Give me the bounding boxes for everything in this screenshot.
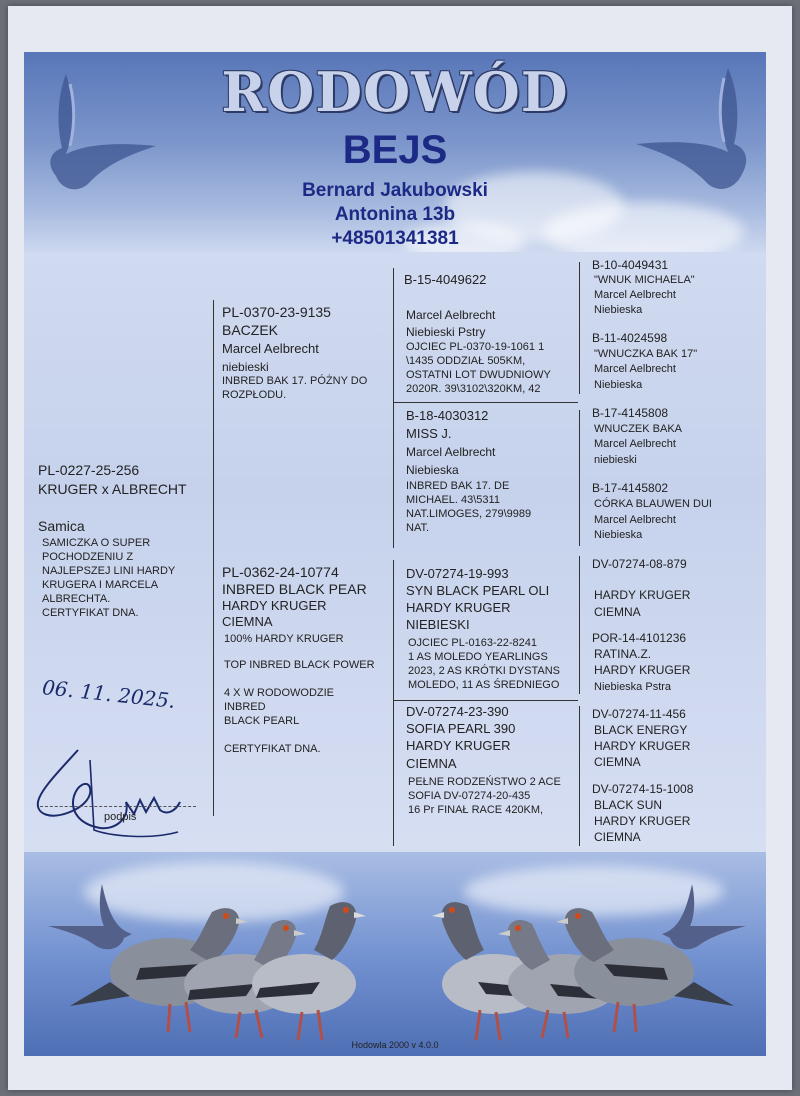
great-grandparent-breeder: Marcel Aelbrecht — [594, 289, 676, 301]
great-grandparent-color: Niebieska — [594, 529, 643, 541]
mother-color: CIEMNA — [222, 614, 273, 629]
note-line: NAT. — [406, 522, 430, 534]
note-line: 16 Pr FINAŁ RACE 420KM, — [408, 804, 544, 816]
main-bird-ring: PL-0227-25-256 — [38, 462, 140, 478]
owner-phone: +48501341381 — [331, 228, 459, 249]
note-line: CERTYFIKAT DNA. — [42, 607, 139, 619]
father-name: BACZEK — [222, 322, 279, 338]
note-line: INBRED BAK 17. PÓŻNY DO — [222, 375, 368, 387]
grandparent-breeder: HARDY KRUGER — [406, 738, 511, 753]
main-bird-name: KRUGER x ALBRECHT — [38, 481, 187, 497]
software-footer: Hodowla 2000 v 4.0.0 — [351, 1040, 439, 1050]
signature-line — [40, 806, 196, 807]
owner-address: Antonina 13b — [334, 204, 456, 225]
note-line: TOP INBRED BLACK POWER — [224, 659, 375, 671]
note-line: OJCIEC PL-0370-19-1061 1 — [406, 341, 545, 353]
mother-name: INBRED BLACK PEAR — [222, 581, 367, 597]
grandparent-ring: DV-07274-19-993 — [406, 566, 509, 581]
mother-breeder: HARDY KRUGER — [222, 598, 327, 613]
grandparent-color: CIEMNA — [406, 756, 457, 771]
note-line: ALBRECHTA. — [42, 593, 111, 605]
grandparent-color: NIEBIESKI — [406, 617, 470, 632]
note-line: NAT.LIMOGES, 279\9989 — [406, 508, 532, 520]
note-line: 100% HARDY KRUGER — [224, 633, 344, 645]
note-line: 2023, 2 AS KRÓTKI DYSTANS — [408, 665, 561, 677]
great-grandparent-breeder: Marcel Aelbrecht — [594, 363, 676, 375]
father-ring: PL-0370-23-9135 — [222, 304, 331, 320]
note-line: OJCIEC PL-0163-22-8241 — [408, 637, 538, 649]
great-grandparent-name: CÓRKA BLAUWEN DUI — [594, 498, 712, 510]
note-line: ROZPŁODU. — [222, 389, 287, 401]
pigeons-left-image — [40, 872, 370, 1048]
great-grandparent-color: CIEMNA — [594, 830, 641, 844]
bracket-line — [579, 556, 580, 694]
note-line: INBRED BAK 17. DE — [406, 480, 510, 492]
grandparent-color: Niebieski Pstry — [406, 325, 486, 339]
mother-ring: PL-0362-24-10774 — [222, 564, 339, 580]
grandparent-breeder: HARDY KRUGER — [406, 600, 511, 615]
note-line: POCHODZENIU Z — [42, 551, 134, 563]
grandparent-breeder: Marcel Aelbrecht — [406, 445, 496, 459]
great-grandparent-breeder: HARDY KRUGER — [594, 588, 691, 602]
great-grandparent-breeder: Marcel Aelbrecht — [594, 438, 676, 450]
bracket-line-father — [393, 268, 394, 548]
great-grandparent-ring: B-17-4145802 — [592, 481, 669, 495]
note-line: OSTATNI LOT DWUDNIOWY — [406, 369, 551, 381]
note-line: MICHAEL. 43\5311 — [406, 494, 500, 506]
note-line: CERTYFIKAT DNA. — [224, 743, 321, 755]
great-grandparent-name: "WNUK MICHAELA" — [594, 274, 695, 286]
great-grandparent-ring: B-10-4049431 — [592, 258, 669, 272]
pigeon-name: BEJS — [342, 128, 448, 172]
great-grandparent-color: Niebieska — [594, 304, 643, 316]
grandparent-ring: DV-07274-23-390 — [406, 704, 509, 719]
great-grandparent-breeder: HARDY KRUGER — [594, 663, 691, 677]
grandparent-color: Niebieska — [406, 463, 459, 477]
great-grandparent-name: BLACK SUN — [594, 798, 663, 812]
grandparent-breeder: Marcel Aelbrecht — [406, 308, 496, 322]
great-grandparent-ring: DV-07274-11-456 — [592, 707, 686, 721]
great-grandparent-ring: B-11-4024598 — [592, 331, 668, 345]
bracket-line-parents — [213, 300, 214, 816]
grandparent-name: MISS J. — [406, 426, 452, 441]
great-grandparent-color: CIEMNA — [594, 755, 641, 769]
note-line: SOFIA DV-07274-20-435 — [408, 790, 531, 802]
grandparent-name: SOFIA PEARL 390 — [406, 721, 516, 736]
note-line: 1 AS MOLEDO YEARLINGS — [408, 651, 548, 663]
bracket-line — [579, 706, 580, 846]
great-grandparent-breeder: Marcel Aelbrecht — [594, 514, 676, 526]
great-grandparent-color: niebieski — [594, 454, 637, 466]
grandparent-ring: B-15-4049622 — [404, 272, 487, 287]
divider-line — [394, 402, 578, 403]
great-grandparent-color: CIEMNA — [594, 605, 641, 619]
note-line: PEŁNE RODZEŃSTWO 2 ACE — [408, 776, 561, 788]
great-grandparent-name: WNUCZEK BAKA — [594, 423, 683, 435]
great-grandparent-ring: DV-07274-15-1008 — [592, 782, 694, 796]
note-line: INBRED — [224, 701, 266, 713]
note-line: \1435 ODDZIAŁ 505KM, — [406, 355, 526, 367]
great-grandparent-name: RATINA.Z. — [594, 647, 652, 661]
great-grandparent-breeder: HARDY KRUGER — [594, 814, 691, 828]
note-line: 4 X W RODOWODZIE — [224, 687, 334, 699]
note-line: MOLEDO, 11 AS ŚREDNIEGO — [408, 679, 560, 691]
handwritten-date: 06. 11. 2025. — [41, 675, 177, 713]
grandparent-ring: B-18-4030312 — [406, 408, 489, 423]
bracket-line — [579, 262, 580, 394]
bracket-line-mother — [393, 560, 394, 846]
owner-name: Bernard Jakubowski — [302, 180, 488, 201]
great-grandparent-color: Niebieska — [594, 379, 643, 391]
note-line: 2020R. 39\3102\320KM, 42 — [406, 383, 541, 395]
divider-line — [394, 700, 578, 701]
main-bird-sex: Samica — [38, 518, 85, 534]
great-grandparent-ring: DV-07274-08-879 — [592, 557, 687, 571]
great-grandparent-color: Niebieska Pstra — [594, 681, 672, 693]
signature-label: podpis — [104, 811, 137, 823]
note-line: NAJLEPSZEJ LINI HARDY — [42, 565, 176, 577]
great-grandparent-name: "WNUCZKA BAK 17" — [594, 348, 698, 360]
pigeons-right-image — [424, 872, 764, 1048]
grandparent-name: SYN BLACK PEARL OLI — [406, 583, 550, 598]
note-line: BLACK PEARL — [224, 715, 300, 727]
handwritten-signature-image — [30, 740, 200, 850]
great-grandparent-breeder: HARDY KRUGER — [594, 739, 691, 753]
great-grandparent-name: BLACK ENERGY — [594, 723, 688, 737]
document-title: RODOWÓD — [221, 60, 569, 124]
note-line: KRUGERA I MARCELA — [42, 579, 159, 591]
father-breeder: Marcel Aelbrecht — [222, 341, 319, 356]
note-line: SAMICZKA O SUPER — [42, 537, 151, 549]
bracket-line — [579, 410, 580, 546]
father-color: niebieski — [222, 360, 269, 374]
great-grandparent-ring: POR-14-4101236 — [592, 631, 687, 645]
great-grandparent-ring: B-17-4145808 — [592, 406, 669, 420]
